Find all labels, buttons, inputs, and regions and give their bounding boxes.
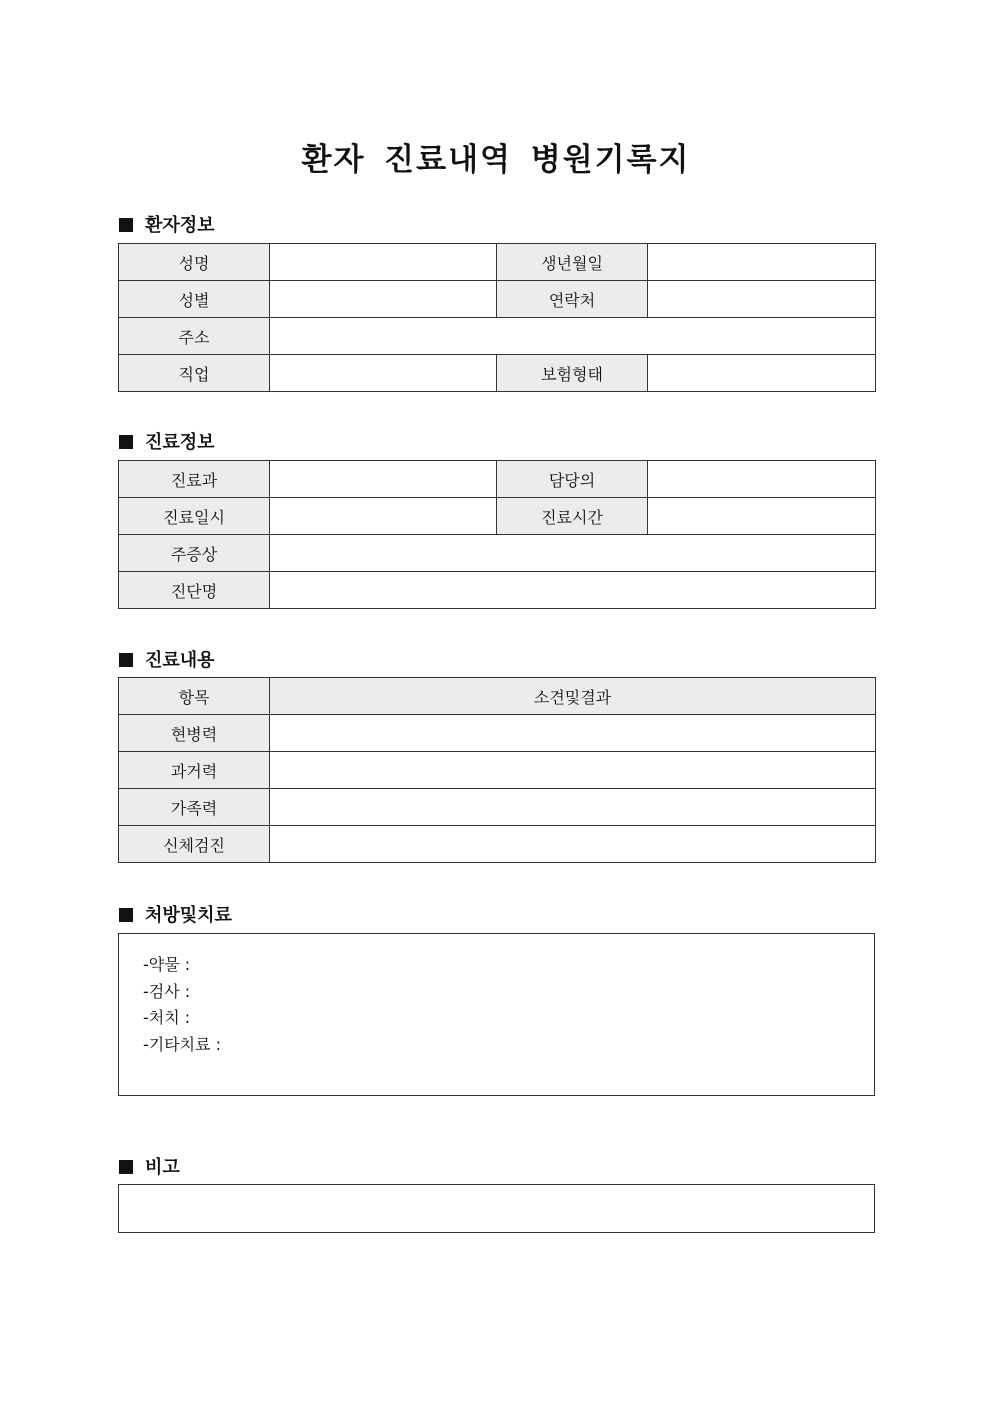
section-title: 처방및치료 — [145, 905, 232, 926]
physical-exam-field[interactable] — [270, 826, 876, 863]
symptom-label: 주증상 — [119, 535, 270, 572]
section-title: 비고 — [145, 1157, 180, 1178]
document-title: 환자 진료내역 병원기록지 — [301, 142, 691, 178]
address-field[interactable] — [270, 318, 876, 355]
section-heading-remarks — [119, 1153, 180, 1179]
section-heading-treatment-content — [119, 646, 215, 672]
family-history-field[interactable] — [270, 789, 876, 826]
treatment-content-table — [118, 677, 876, 863]
prescription-line-test: -검사 : — [143, 981, 191, 1001]
birth-label: 생년월일 — [497, 244, 648, 281]
prescription-line-other: -기타치료 : — [143, 1034, 222, 1054]
time-field[interactable] — [648, 498, 876, 535]
doctor-field[interactable] — [648, 461, 876, 498]
symptom-field[interactable] — [270, 535, 876, 572]
insurance-field[interactable] — [648, 355, 876, 392]
section-heading-patient — [119, 211, 215, 237]
name-field[interactable] — [270, 244, 497, 281]
prescription-box[interactable] — [118, 933, 875, 1096]
section-title: 진료내용 — [145, 650, 215, 671]
date-label: 진료일시 — [119, 498, 270, 535]
remarks-box[interactable] — [118, 1184, 875, 1233]
section-heading-prescription — [119, 901, 232, 927]
gender-field[interactable] — [270, 281, 497, 318]
square-bullet-icon — [119, 653, 133, 667]
prescription-line-medication: -약물 : — [143, 955, 191, 974]
address-label: 주소 — [119, 318, 270, 355]
square-bullet-icon — [119, 218, 133, 232]
contact-label: 연락처 — [497, 281, 648, 318]
diagnosis-label: 진단명 — [119, 572, 270, 609]
section-heading-treatment-info — [119, 428, 215, 454]
insurance-label: 보험형태 — [497, 355, 648, 392]
row-label-past-history: 과거력 — [119, 752, 270, 789]
square-bullet-icon — [119, 908, 133, 922]
contact-field[interactable] — [648, 281, 876, 318]
gender-label: 성별 — [119, 281, 270, 318]
column-header-item: 항목 — [119, 678, 270, 715]
job-field[interactable] — [270, 355, 497, 392]
job-label: 직업 — [119, 355, 270, 392]
section-title: 진료정보 — [145, 432, 215, 453]
patient-info-table — [118, 243, 876, 392]
past-history-field[interactable] — [270, 752, 876, 789]
diagnosis-field[interactable] — [270, 572, 876, 609]
column-header-result: 소견및결과 — [270, 678, 876, 715]
square-bullet-icon — [119, 1160, 133, 1174]
date-field[interactable] — [270, 498, 497, 535]
row-label-family-history: 가족력 — [119, 789, 270, 826]
treatment-info-table — [118, 460, 876, 609]
square-bullet-icon — [119, 435, 133, 449]
time-label: 진료시간 — [497, 498, 648, 535]
section-title: 환자정보 — [145, 215, 215, 236]
name-label: 성명 — [119, 244, 270, 281]
department-label: 진료과 — [119, 461, 270, 498]
present-illness-field[interactable] — [270, 715, 876, 752]
prescription-line-procedure: -처치 : — [143, 1008, 191, 1027]
department-field[interactable] — [270, 461, 497, 498]
birth-field[interactable] — [648, 244, 876, 281]
doctor-label: 담당의 — [497, 461, 648, 498]
row-label-present-illness: 현병력 — [119, 715, 270, 752]
row-label-physical-exam: 신체검진 — [119, 826, 270, 863]
